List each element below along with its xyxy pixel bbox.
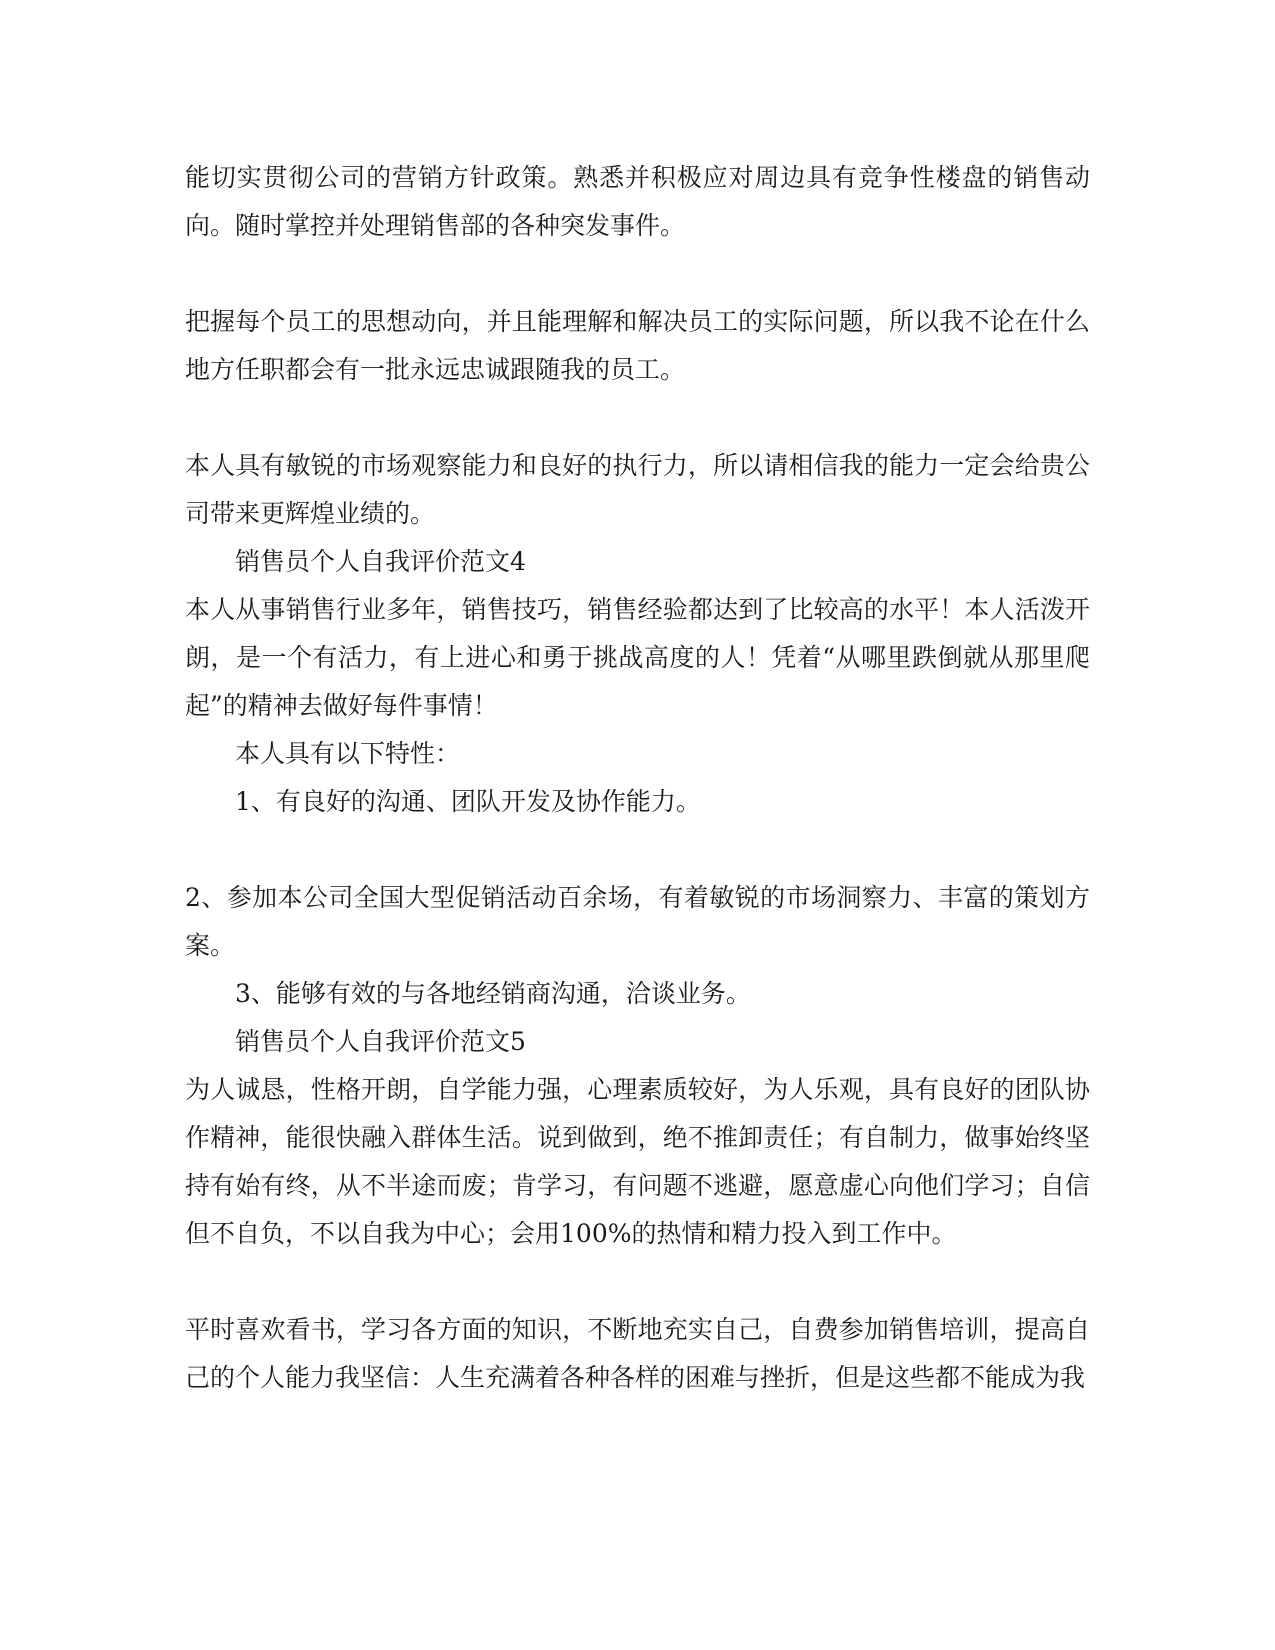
section-heading-sample-5: 销售员个人自我评价范文5	[235, 1027, 526, 1056]
paragraph-market-observation: 本人具有敏锐的市场观察能力和良好的执行力，所以请相信我的能力一定会给贵公司带来更辉煌业绩的。	[185, 451, 1090, 528]
list-item-trait-1: 1、有良好的沟通、团队开发及协作能力。	[235, 787, 701, 816]
paragraph-sales-experience: 本人从事销售行业多年，销售技巧，销售经验都达到了比较高的水平！本人活泼开朗，是一个有活力，有上进心和勇于挑战高度的人！凭着“从哪里跌倒就从那里爬起”的精神去做好每件事情！	[185, 595, 1090, 720]
section-heading-sample-4: 销售员个人自我评价范文4	[235, 547, 526, 576]
paragraph-traits-intro: 本人具有以下特性：	[235, 739, 461, 768]
paragraph-employee-management: 把握每个员工的思想动向，并且能理解和解决员工的实际问题，所以我不论在什么地方任职都会有一批永远忠诚跟随我的员工。	[185, 307, 1090, 384]
list-item-trait-2: 2、参加本公司全国大型促销活动百余场，有着敏锐的市场洞察力、丰富的策划方案。	[185, 883, 1090, 960]
paragraph-marketing-policy: 能切实贯彻公司的营销方针政策。熟悉并积极应对周边具有竞争性楼盘的销售动向。随时掌控并处理销售部的各种突发事件。	[185, 163, 1090, 240]
document-body	[185, 154, 1090, 1402]
paragraph-personality: 为人诚恳，性格开朗，自学能力强，心理素质较好，为人乐观，具有良好的团队协作精神，能很快融入群体生活。说到做到，绝不推卸责任；有自制力，做事始终坚持有始有终，从不半途而废；肯学习，有问题不逃避，愿意虚心向他们学习；自信但不自负，不以自我为中心；会用100%的热情和精力投入到工作中。	[185, 1075, 1090, 1248]
list-item-trait-3: 3、能够有效的与各地经销商沟通，洽谈业务。	[235, 979, 751, 1008]
paragraph-learning: 平时喜欢看书，学习各方面的知识，不断地充实自己，自费参加销售培训，提高自己的个人能力我坚信：人生充满着各种各样的困难与挫折，但是这些都不能成为我	[185, 1315, 1090, 1392]
